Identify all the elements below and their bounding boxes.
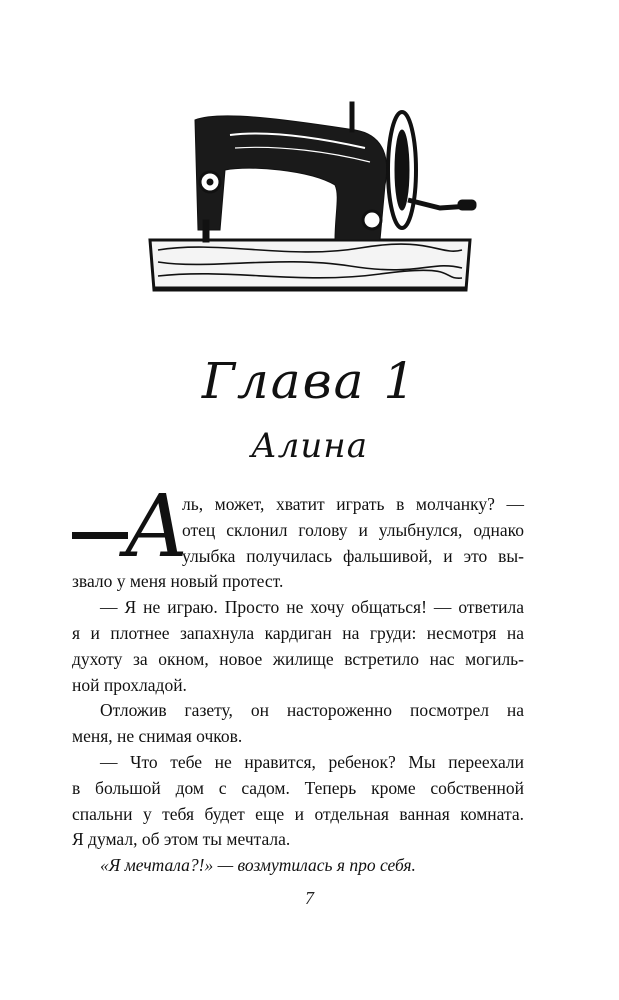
- text-line: звало у меня новый протест.: [72, 571, 284, 592]
- text-line: отец склонил голову и улыбнулся, однако: [182, 519, 524, 540]
- text-line: духоту за окном, новое жилище встретило нас могиль-: [72, 648, 524, 669]
- text-line: Я думал, об этом ты мечтала.: [72, 829, 291, 850]
- drop-cap: [72, 477, 190, 577]
- drop-cap-letter: А: [124, 477, 190, 577]
- paragraph: [72, 698, 524, 750]
- text-line: ной прохладой.: [72, 674, 187, 695]
- text-line: спальни у тебя будет еще и отдельная ванная комната.: [72, 803, 524, 824]
- text-line: ль, может, хватит играть в молчанку? —: [182, 494, 524, 514]
- chapter-title: Глава 1: [201, 352, 418, 410]
- text-line: «Я мечтала?!» — возмутилась я про себя.: [100, 855, 416, 876]
- sewing-machine-icon: [150, 102, 476, 290]
- chapter-subtitle: Алина: [251, 426, 368, 466]
- chapter-body: [72, 477, 524, 879]
- text-line: Отложив газету, он настороженно посмотрел на: [100, 700, 524, 721]
- text-line: — Я не играю. Просто не хочу общаться! — ответила: [100, 597, 524, 618]
- paragraph: [72, 750, 524, 853]
- page-number: 7: [305, 888, 314, 908]
- drop-cap-dash: [72, 532, 128, 539]
- text-line: я и плотнее запахнула кардиган на груди: несмотря на: [72, 622, 524, 643]
- paragraph: [72, 595, 524, 698]
- text-line: в большой дом с садом. Теперь кроме собственной: [72, 777, 524, 798]
- paragraph: [72, 853, 524, 879]
- sewing-machine-illustration: [140, 90, 480, 320]
- text-line: меня, не снимая очков.: [72, 726, 243, 747]
- text-line: улыбка получилась фальшивой, и это вы-: [182, 545, 524, 566]
- text-line: — Что тебе не нравится, ребенок? Мы переехали: [100, 751, 524, 772]
